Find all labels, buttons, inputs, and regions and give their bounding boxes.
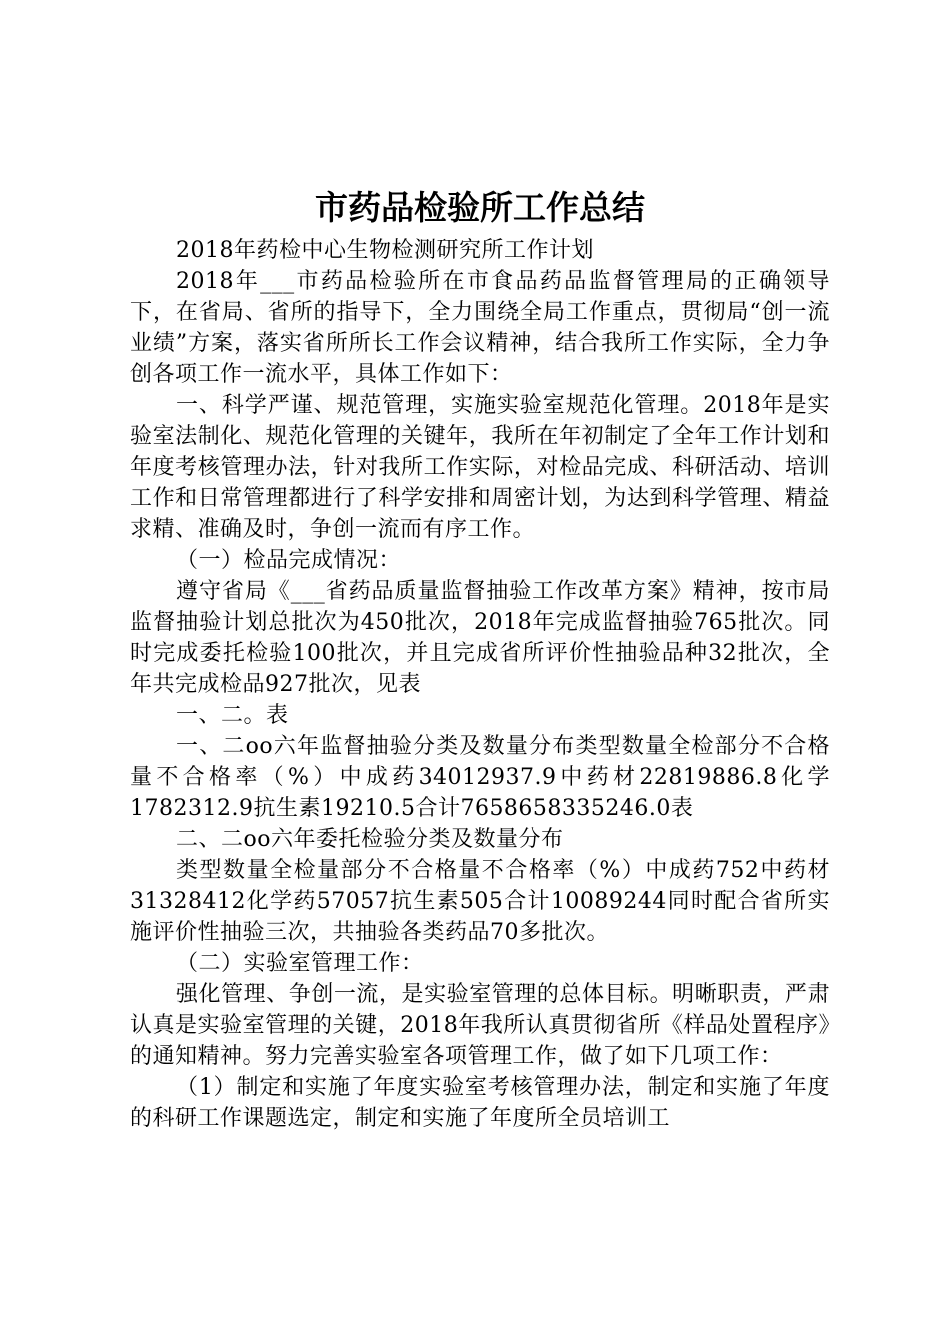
paragraph-subtitle: 2018年药检中心生物检测研究所工作计划	[176, 238, 594, 263]
paragraph-section-one: 一、科学严谨、规范管理，实施实验室规范化管理。2018年是实验室法制化、规范化管理的关键年，我所在年初制定了全年工作计划和年度考核管理办法，针对我所工作实际，对检品完成、科研活动、培训工作和日常管理都进行了科学安排和周密计划，为达到科学管理、精益求精、准确及时，争创一流而有序工作。	[130, 393, 830, 542]
paragraph-table-two: 类型数量全检量部分不合格量不合格率（%）中成药752中药材31328412化学药57057抗生素505合计10089244同时配合省所实施评价性抽验三次，共抽验各类药品70多批次。	[130, 858, 830, 945]
paragraph-table-two-title: 二、二oo六年委托检验分类及数量分布	[176, 827, 564, 852]
paragraph-heading-inspection: （一）检品完成情况：	[176, 548, 402, 573]
paragraph-heading-lab: （二）实验室管理工作：	[176, 951, 424, 976]
document-body	[130, 235, 830, 1134]
paragraph-table-ref: 一、二。表	[176, 703, 289, 728]
paragraph-intro: 2018年___市药品检验所在市食品药品监督管理局的正确领导下，在省局、省所的指导下，全力围绕全局工作重点，贯彻局“创一流业绩”方案，落实省所所长工作会议精神，结合我所工作实际，全力争创各项工作一流水平，具体工作如下：	[130, 269, 830, 387]
paragraph-inspection-details: 遵守省局《___省药品质量监督抽验工作改革方案》精神，按市局监督抽验计划总批次为450批次，2018年完成监督抽验765批次。同时完成委托检验100批次，并且完成省所评价性抽验品种32批次，全年共完成检品927批次，见表	[130, 579, 830, 697]
paragraph-lab-details: 强化管理、争创一流，是实验室管理的总体目标。明晰职责，严肃认真是实验室管理的关键，2018年我所认真贯彻省所《样品处置程序》的通知精神。努力完善实验室各项管理工作，做了如下几项工作：	[130, 982, 830, 1069]
paragraph-table-one: 一、二oo六年监督抽验分类及数量分布类型数量全检部分不合格量不合格率（%）中成药34012937.9中药材22819886.8化学1782312.9抗生素19210.5合计7658658335246.0表	[130, 734, 830, 821]
document-title: 市药品检验所工作总结	[315, 188, 645, 227]
paragraph-item-one: （1）制定和实施了年度实验室考核管理办法，制定和实施了年度的科研工作课题选定，制定和实施了年度所全员培训工	[130, 1075, 830, 1131]
